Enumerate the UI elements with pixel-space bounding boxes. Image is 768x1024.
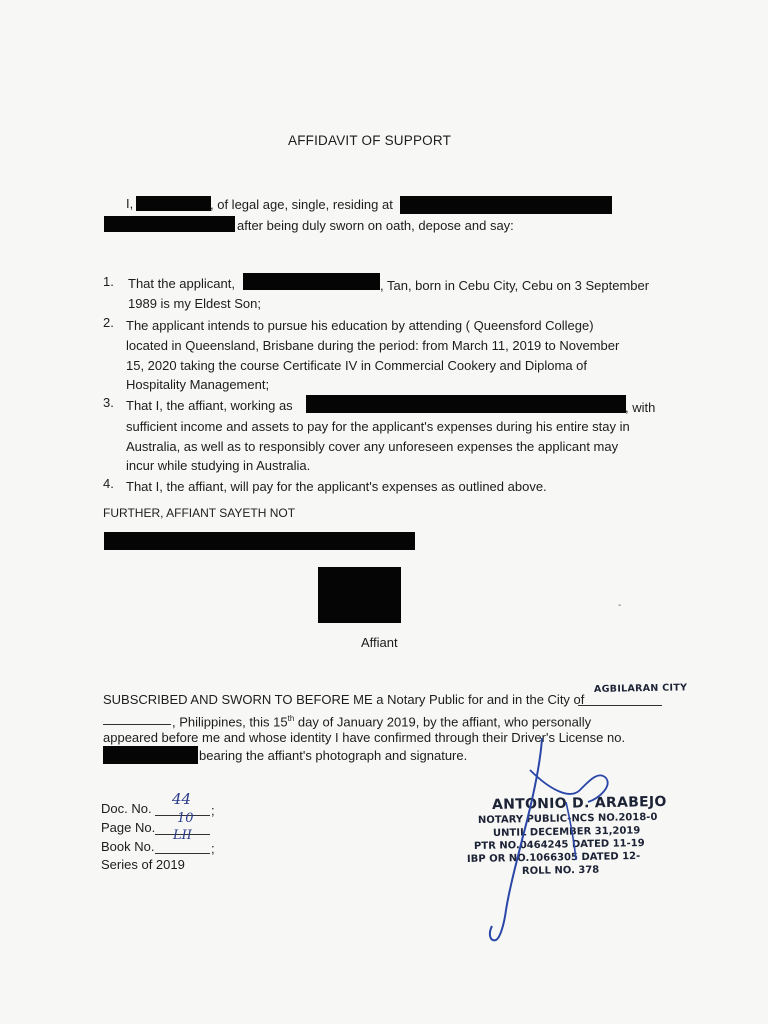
item-number: 1. <box>103 274 114 289</box>
redacted-occupation <box>306 395 626 413</box>
notary-name: ANTONIO D. ARABEJO <box>491 793 667 813</box>
jurat-line2-a: , Philippines, this 15 <box>172 714 288 730</box>
notary-line3: PTR NO.0464245 DATED 11-19 <box>473 838 645 852</box>
stray-mark: - <box>618 600 622 611</box>
document-title: AFFIDAVIT OF SUPPORT <box>288 133 452 148</box>
item3-line: Australia, as well as to responsibly cover any unforeseen expenses the applicant may <box>126 439 619 454</box>
item1-line1-prefix: That the applicant, <box>128 276 235 291</box>
signature-stroke <box>566 802 576 860</box>
doc-no-value: 44 <box>172 790 192 808</box>
jurat-line1: SUBSCRIBED AND SWORN TO BEFORE ME a Notary Public for and in the City of <box>103 692 585 707</box>
jurat-line3: appeared before me and whose identity I have confirmed through their Driver's License no. <box>103 730 626 745</box>
redacted-name <box>136 196 211 211</box>
item3-line1-suffix: , with <box>625 400 656 415</box>
city-stamp: AGBILARAN CITY <box>593 682 688 695</box>
page-no-label: Page No. <box>101 820 156 835</box>
further-statement: FURTHER, AFFIANT SAYETH NOT <box>103 506 296 520</box>
notary-line5: ROLL NO. 378 <box>521 864 600 877</box>
item2-line: Hospitality Management; <box>126 377 270 392</box>
notary-line2: UNTIL DECEMBER 31,2019 <box>492 825 641 839</box>
book-no-value: LII <box>173 828 192 843</box>
intro-mid: , of legal age, single, residing at <box>210 197 393 212</box>
book-no-label: Book No. <box>101 839 155 854</box>
signature-stroke <box>530 770 608 802</box>
page-no-value: 10 <box>177 811 194 826</box>
book-no-terminator: ; <box>211 841 215 856</box>
item2-line: located in Queensland, Brisbane during the period: from March 11, 2019 to November <box>126 338 620 353</box>
affiant-label: Affiant <box>361 635 398 650</box>
item2-line: The applicant intends to pursue his education by attending ( Queensford College) <box>126 318 594 333</box>
notary-signature <box>470 690 640 950</box>
item-number: 4. <box>103 476 114 491</box>
intro-line2: after being duly sworn on oath, depose and say: <box>237 218 514 233</box>
jurat-line2-b: day of January 2019, by the affiant, who personally <box>294 714 592 730</box>
notary-line1: NOTARY PUBLIC-NCS NO.2018-0 <box>477 811 658 826</box>
redacted-address-cont <box>104 216 235 232</box>
book-no-line <box>155 853 210 854</box>
item-number: 2. <box>103 315 114 330</box>
item3-line: sufficient income and assets to pay for the applicant's expenses during his entire stay in <box>126 419 630 434</box>
doc-no-label: Doc. No. <box>101 801 152 816</box>
jurat-line4: bearing the affiant's photograph and signature. <box>199 748 468 763</box>
item1-line1-suffix: , Tan, born in Cebu City, Cebu on 3 September <box>380 278 650 293</box>
item3-line1-prefix: That I, the affiant, working as <box>126 398 293 413</box>
item2-line: 15, 2020 taking the course Certificate IV in Commercial Cookery and Diploma of <box>126 358 587 373</box>
doc-no-terminator: ; <box>211 803 215 818</box>
city-blank-underline <box>103 724 171 725</box>
redacted-affiant-name <box>104 532 415 550</box>
redacted-applicant-name <box>243 273 380 290</box>
intro-prefix: I, <box>126 196 134 211</box>
item3-line: incur while studying in Australia. <box>126 458 311 473</box>
item1-line2: 1989 is my Eldest Son; <box>128 296 261 311</box>
redacted-address <box>400 196 612 214</box>
item4-text: That I, the affiant, will pay for the applicant's expenses as outlined above. <box>126 479 547 494</box>
redacted-license-number <box>103 746 198 764</box>
redacted-affiant-signature <box>318 567 401 623</box>
series-label: Series of 2019 <box>101 857 185 872</box>
jurat-line2-sup: th <box>287 714 295 723</box>
notary-line4: IBP OR NO.1066305 DATED 12- <box>466 850 641 865</box>
item-number: 3. <box>103 395 114 410</box>
signature-stroke <box>490 738 542 940</box>
